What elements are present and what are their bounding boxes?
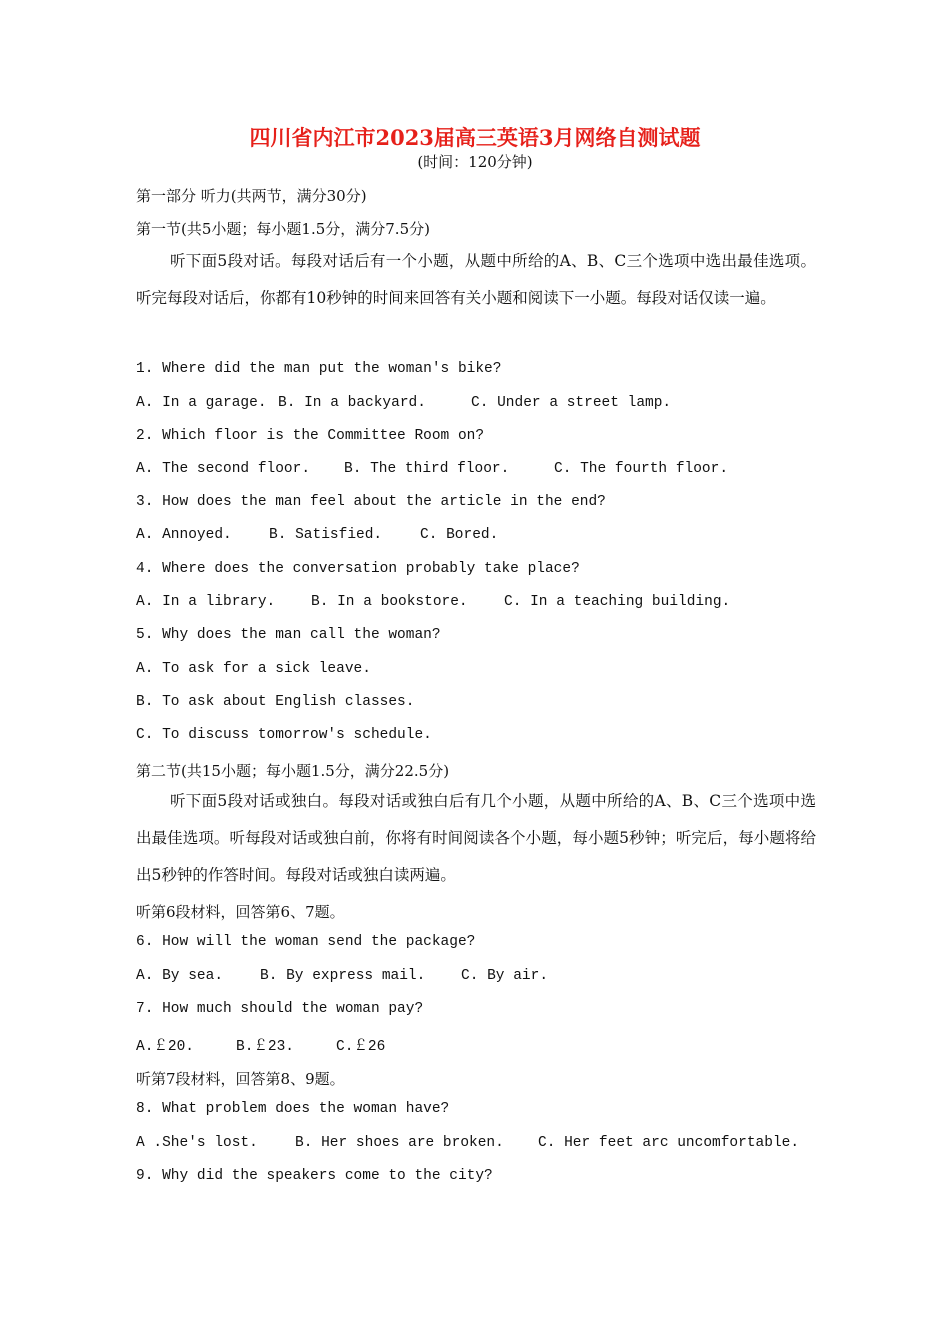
options-8 xyxy=(136,1135,799,1151)
question-5: 5. Why does the man call the woman? xyxy=(136,627,441,643)
option-5c: C. To discuss tomorrow's schedule. xyxy=(136,727,432,743)
option-a: A. In a library. xyxy=(136,594,276,610)
option-a: A. By sea. xyxy=(136,968,224,984)
question-8: 8. What problem does the woman have? xyxy=(136,1101,450,1117)
question-2: 2. Which floor is the Committee Room on? xyxy=(136,428,485,444)
question-1: 1. Where did the man put the woman's bike? xyxy=(136,361,502,377)
option-a: A.￡20. xyxy=(136,1039,195,1055)
options-3 xyxy=(136,527,498,543)
option-5a: A. To ask for a sick leave. xyxy=(136,661,371,677)
option-c: C. Under a street lamp. xyxy=(471,395,672,411)
option-c: C. By air. xyxy=(461,968,549,984)
section1-heading: 第一节(共5小题；每小题1.5分，满分7.5分) xyxy=(136,220,430,238)
option-b: B. By express mail. xyxy=(260,968,426,984)
options-2 xyxy=(136,461,728,477)
question-9: 9. Why did the speakers come to the city? xyxy=(136,1168,493,1184)
option-b: B. In a backyard. xyxy=(278,395,426,411)
option-c: C. Her feet arc uncomfortable. xyxy=(538,1135,800,1151)
time-limit: (时间：120分钟) xyxy=(417,153,533,171)
option-5b: B. To ask about English classes. xyxy=(136,694,415,710)
option-b: B. The third floor. xyxy=(344,461,510,477)
option-b: B. In a bookstore. xyxy=(311,594,468,610)
question-3: 3. How does the man feel about the article in the end? xyxy=(136,494,606,510)
option-a: A. In a garage. xyxy=(136,395,267,411)
material-6-note: 听第6段材料，回答第6、7题。 xyxy=(136,903,345,921)
options-6 xyxy=(136,968,548,984)
option-a: A .She's lost. xyxy=(136,1135,258,1151)
option-c: C. Bored. xyxy=(420,527,499,543)
option-b: B. Satisfied. xyxy=(269,527,383,543)
option-a: A. Annoyed. xyxy=(136,527,232,543)
part1-heading: 第一部分 听力(共两节，满分30分) xyxy=(136,187,367,205)
options-1 xyxy=(136,395,671,411)
section2-instructions: 听下面5段对话或独白。每段对话或独白后有几个小题，从题中所给的A、B、C三个选项中选出最佳选项。听每段对话或独白前，你将有时间阅读各个小题，每小题5秒钟；听完后，每小题将给出5秒钟的作答时间。每段对话或独白读两遍。 xyxy=(136,792,816,884)
option-c: C.￡26 xyxy=(336,1039,386,1055)
question-7: 7. How much should the woman pay? xyxy=(136,1001,424,1017)
document-title: 四川省内江市2023届高三英语3月网络自测试题 xyxy=(249,125,701,150)
option-b: B.￡23. xyxy=(236,1039,295,1055)
option-b: B. Her shoes are broken. xyxy=(295,1135,504,1151)
options-4 xyxy=(136,594,730,610)
option-c: C. In a teaching building. xyxy=(504,594,731,610)
section1-instructions: 听下面5段对话。每段对话后有一个小题，从题中所给的A、B、C三个选项中选出最佳选项。听完每段对话后，你都有10秒钟的时间来回答有关小题和阅读下一小题。每段对话仅读一遍。 xyxy=(136,252,816,307)
option-a: A. The second floor. xyxy=(136,461,311,477)
material-7-note: 听第7段材料，回答第8、9题。 xyxy=(136,1070,345,1088)
section2-heading: 第二节(共15小题；每小题1.5分，满分22.5分) xyxy=(136,762,450,780)
option-c: C. The fourth floor. xyxy=(554,461,729,477)
options-7 xyxy=(136,1034,385,1055)
question-6: 6. How will the woman send the package? xyxy=(136,934,476,950)
question-4: 4. Where does the conversation probably take place? xyxy=(136,561,580,577)
